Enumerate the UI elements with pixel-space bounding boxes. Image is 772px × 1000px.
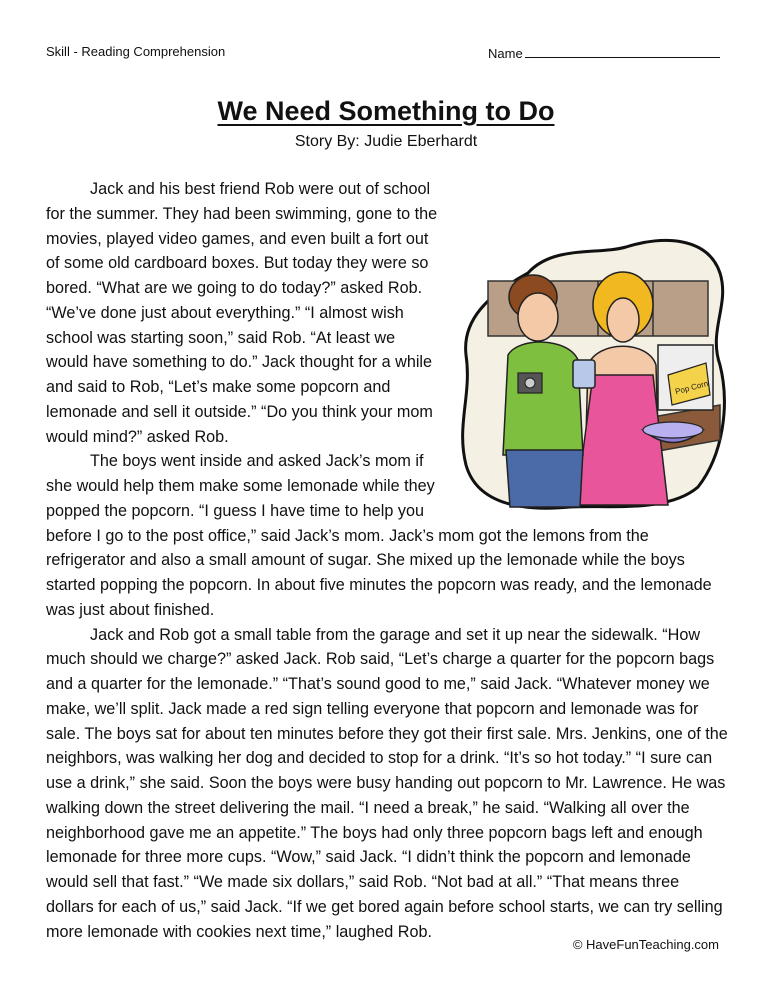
worksheet-header xyxy=(46,44,722,64)
story-paragraph: Jack and Rob got a small table from the garage and set it up near the sidewalk. “How much should we charge?” asked Jack. Rob said, “Let’s charge a quarter for the popcorn bags and a quarter for the lemonade.” “That’s sound good to me,” said Jack. “Whatever money we make, we’ll split. Jack made a red sign telling everyone that popcorn and lemonade was for sale. The boys sat for about ten minutes before they got their first sale. Mrs. Jenkins, one of the neighbors, was walking her dog and decided to stop for a drink. “It’s so hot today.” “I sure can use a drink,” she said. Soon the boys were busy handing out popcorn to Mr. Lawrence. He was walking down the street delivering the mail. “I need a break,” he said. “Walking all over the neighborhood gave me an appetite.” The boys had only three popcorn bags left and enough lemonade for three more cups. “Wow,” said Jack. “I didn’t think the popcorn and lemonade would sell that fast.” “We made six dollars,” said Rob. “Not bad at all.” “That means three dollars for each of us,” said Jack. “If we get bored again before school starts, we can try selling more lemonade with cookies next time,” laughed Rob. xyxy=(46,625,728,941)
story-paragraph: Jack and his best friend Rob were out of school for the summer. They had been swimming, gone to the movies, played video games, and even built a fort out of some old cardboard boxes. But today they were so bored. “What are we going to do today?” asked Rob. “We’ve done just about everything.” “I almost wish school was starting soon,” said Rob. “At least we would have something to do.” Jack thought for a while and said to Rob, “Let’s make some popcorn and lemonade and sell it outside.” “Do you think your mom would mind?” asked Rob. xyxy=(46,180,438,446)
name-label: Name xyxy=(488,46,523,61)
name-field[interactable] xyxy=(488,44,720,61)
skill-label: Skill - Reading Comprehension xyxy=(46,44,226,59)
story-paragraph: The boys went inside and asked Jack’s mom if she would help them make some lemonade while they popped the popcorn. “I guess I have time to help you before I go to the post office,” said Jack’s mom. Jack’s mom got the lemons from the refrigerator and also a small amount of sugar. She mixed up the lemonade while the boys started popping the popcorn. In about five minutes the popcorn was ready, and the lemonade was just about finished. xyxy=(46,452,712,619)
popcorn-label: Pop Corn xyxy=(674,378,710,397)
copyright-footer: © HaveFunTeaching.com xyxy=(572,937,719,952)
story-title: We Need Something to Do xyxy=(217,96,555,126)
name-blank-line[interactable] xyxy=(525,44,720,58)
boys-and-mom-making-popcorn-illustration xyxy=(458,225,730,511)
story-author: Story By: Judie Eberhardt xyxy=(294,133,478,150)
